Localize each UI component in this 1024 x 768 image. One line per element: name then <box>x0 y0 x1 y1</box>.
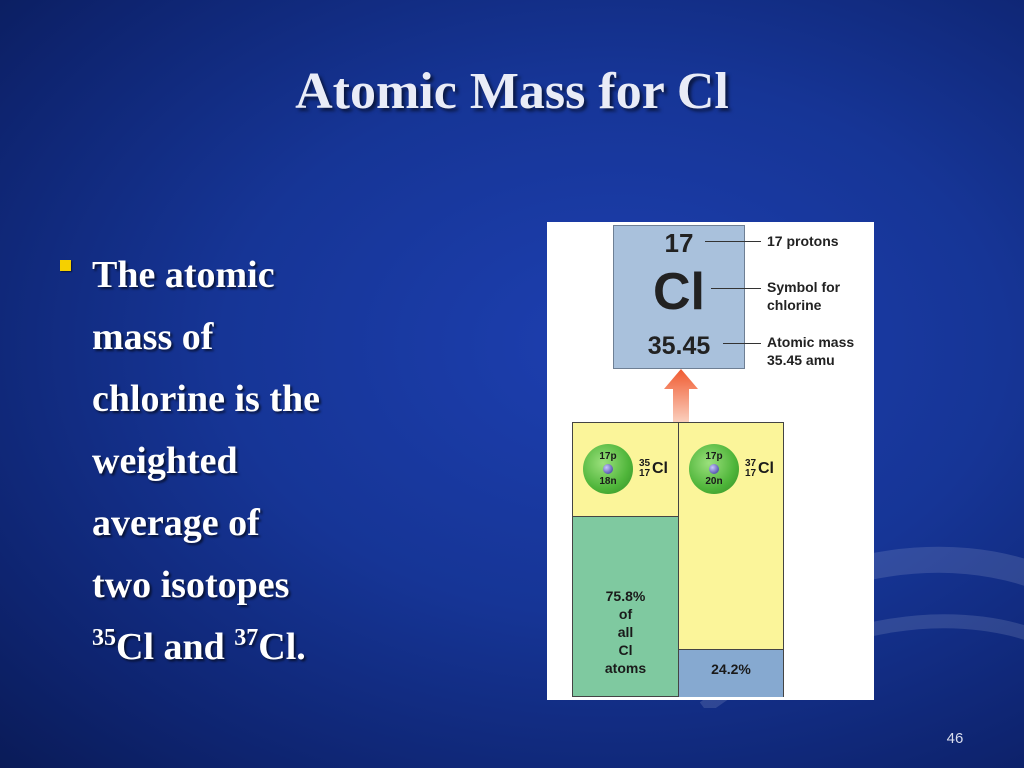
nucleus-icon <box>709 464 719 474</box>
mass-number-37: 37 <box>234 625 259 651</box>
mass-number-35: 35 <box>92 625 116 651</box>
bullet-line: chlorine is the <box>92 378 320 420</box>
legend-atomic-mass <box>767 333 854 369</box>
element-atomic-mass: 35.45 <box>647 332 711 360</box>
bullet-line: weighted <box>92 440 238 482</box>
legend-mass-line: 35.45 amu <box>767 352 835 368</box>
abundance-line: atoms <box>604 660 647 676</box>
abundance-block-37 <box>679 649 783 697</box>
bullet-line: average of <box>92 502 260 544</box>
element-symbol: Cl <box>653 263 705 321</box>
periodic-element-box <box>613 225 745 369</box>
isotope-text-1: Cl and <box>116 626 235 668</box>
atom-neutrons: 18n <box>599 476 617 487</box>
abundance-line: all <box>617 624 634 640</box>
abundance-label-35 <box>573 587 678 677</box>
abundance-label-37: 24.2% <box>711 661 751 677</box>
slide-title: Atomic Mass for Cl <box>295 63 729 120</box>
element-atomic-number: 17 <box>664 228 694 258</box>
isotope-atomic-number: 17 <box>639 468 651 479</box>
isotope-mass-number: 35 <box>639 458 651 469</box>
nucleus-icon <box>603 464 613 474</box>
chlorine-isotope-figure <box>547 222 874 700</box>
bullet-line: two isotopes <box>92 564 290 606</box>
leader-line-symbol <box>711 288 761 289</box>
abundance-line: 75.8% <box>605 588 646 604</box>
page-number: 46 <box>946 730 964 747</box>
abundance-line: Cl <box>618 642 633 658</box>
bullet-line: The atomic <box>92 254 275 296</box>
up-arrow-icon <box>664 369 698 425</box>
isotope-symbol: Cl <box>758 460 774 477</box>
bullet-text <box>92 244 320 683</box>
legend-mass-line: Atomic mass <box>767 334 855 350</box>
isotope-mass-number: 37 <box>745 458 757 469</box>
isotope-37-column <box>678 422 784 697</box>
chlorine-35-atom-icon <box>583 444 633 494</box>
legend-symbol-line: Symbol for <box>767 279 841 295</box>
atom-protons: 17p <box>599 451 617 462</box>
atom-protons: 17p <box>705 451 723 462</box>
legend-symbol-line: chlorine <box>767 297 822 313</box>
isotope-35-column <box>572 422 679 697</box>
leader-line-protons <box>705 241 761 242</box>
isotope-35-header <box>573 423 678 517</box>
legend-symbol <box>767 278 840 314</box>
legend-protons: 17 protons <box>767 233 839 249</box>
abundance-line: of <box>618 606 633 622</box>
atom-neutrons: 20n <box>705 476 723 487</box>
leader-line-mass <box>723 343 761 344</box>
isotope-atomic-number: 17 <box>745 468 757 479</box>
chlorine-37-atom-icon <box>689 444 739 494</box>
isotope-text-2: Cl. <box>258 626 306 668</box>
bullet-line-isotopes <box>92 616 320 683</box>
bullet-line: mass of <box>92 316 214 358</box>
isotope-symbol: Cl <box>652 460 668 477</box>
bullet-square-icon <box>60 260 71 271</box>
